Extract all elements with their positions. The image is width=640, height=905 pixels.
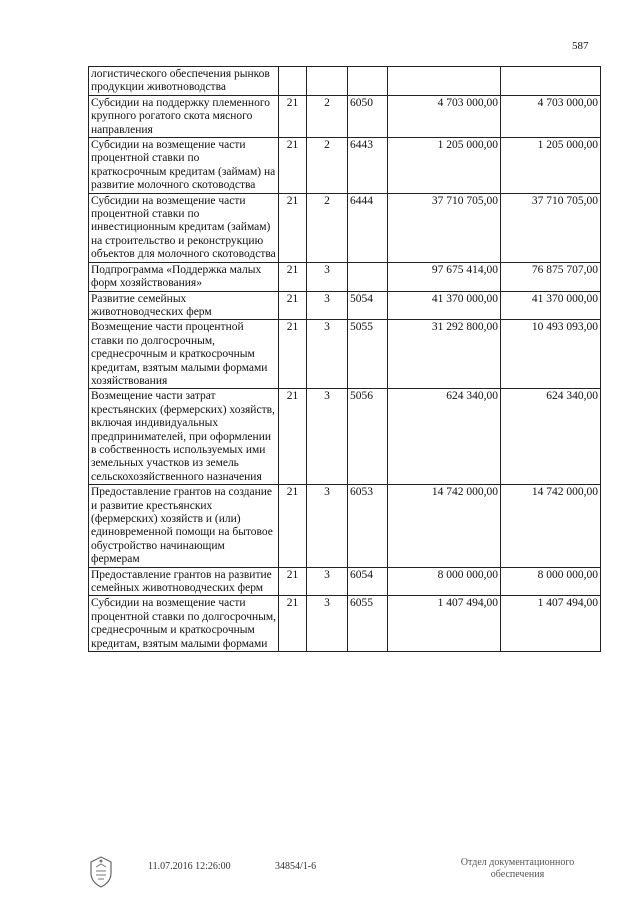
row-amount-2: 76 875 707,00 xyxy=(501,262,601,291)
row-code-1 xyxy=(279,67,307,96)
row-code-1: 21 xyxy=(279,320,307,389)
row-code-1: 21 xyxy=(279,389,307,485)
row-code-3: 5055 xyxy=(348,320,388,389)
row-code-2: 3 xyxy=(307,485,348,567)
row-code-3: 6053 xyxy=(348,485,388,567)
row-name: Субсидии на поддержку племенного крупного рогатого скота мясного направления xyxy=(89,95,279,137)
row-code-3 xyxy=(348,262,388,291)
row-amount-2: 41 370 000,00 xyxy=(501,291,601,320)
row-code-1: 21 xyxy=(279,291,307,320)
row-name: Предоставление грантов на развитие семейных животноводческих ферм xyxy=(89,567,279,596)
row-code-2: 3 xyxy=(307,291,348,320)
row-amount-1 xyxy=(388,67,501,96)
footer-department-line1: Отдел документационного xyxy=(460,857,575,868)
row-amount-1: 31 292 800,00 xyxy=(388,320,501,389)
row-name: Возмещение части процентной ставки по долгосрочным, среднесрочным и краткосрочным кредитам, взятым малыми формами хозяйствования xyxy=(89,320,279,389)
row-code-2: 3 xyxy=(307,596,348,652)
row-code-2: 3 xyxy=(307,262,348,291)
table-row xyxy=(89,95,601,137)
table-row xyxy=(89,389,601,485)
row-code-3: 5054 xyxy=(348,291,388,320)
row-code-2: 3 xyxy=(307,320,348,389)
row-amount-2: 10 493 093,00 xyxy=(501,320,601,389)
footer-department-line2: обеспечения xyxy=(490,869,545,880)
table-row xyxy=(89,485,601,567)
row-code-2: 3 xyxy=(307,567,348,596)
row-name: логистического обеспечения рынков продукции животноводства xyxy=(89,67,279,96)
row-code-1: 21 xyxy=(279,485,307,567)
row-code-3: 6444 xyxy=(348,193,388,262)
footer-doc-number: 34854/1-6 xyxy=(275,861,317,872)
footer-department xyxy=(440,857,595,881)
row-code-3: 6055 xyxy=(348,596,388,652)
row-code-1: 21 xyxy=(279,138,307,194)
table-row xyxy=(89,567,601,596)
row-amount-2: 1 407 494,00 xyxy=(501,596,601,652)
row-name: Подпрограмма «Поддержка малых форм хозяйствования» xyxy=(89,262,279,291)
row-code-2: 2 xyxy=(307,95,348,137)
row-code-3: 6054 xyxy=(348,567,388,596)
row-amount-2: 1 205 000,00 xyxy=(501,138,601,194)
row-amount-2: 624 340,00 xyxy=(501,389,601,485)
table-row xyxy=(89,67,601,96)
row-name: Возмещение части затрат крестьянских (фермерских) хозяйств, включая индивидуальных предпринимателей, при оформлении в собственность используемых ими земельных участков из земель сельскохозяйственного назначения xyxy=(89,389,279,485)
row-code-3: 6443 xyxy=(348,138,388,194)
row-amount-1: 41 370 000,00 xyxy=(388,291,501,320)
row-code-2 xyxy=(307,67,348,96)
row-code-1: 21 xyxy=(279,567,307,596)
row-amount-1: 4 703 000,00 xyxy=(388,95,501,137)
row-amount-2 xyxy=(501,67,601,96)
table-row xyxy=(89,596,601,652)
row-amount-2: 14 742 000,00 xyxy=(501,485,601,567)
row-code-1: 21 xyxy=(279,596,307,652)
row-name: Развитие семейных животноводческих ферм xyxy=(89,291,279,320)
table-row xyxy=(89,138,601,194)
table-row xyxy=(89,262,601,291)
budget-table xyxy=(88,66,601,652)
row-name: Предоставление грантов на создание и развитие крестьянских (фермерских) хозяйств и (или) единовременной помощи на бытовое обустройство начинающим фермерам xyxy=(89,485,279,567)
row-name: Субсидии на возмещение части процентной ставки по инвестиционным кредитам (займам) на строительство и реконструкцию объектов для молочного скотоводства xyxy=(89,193,279,262)
row-code-1: 21 xyxy=(279,95,307,137)
table-row xyxy=(89,291,601,320)
row-amount-1: 37 710 705,00 xyxy=(388,193,501,262)
row-code-3: 6050 xyxy=(348,95,388,137)
row-amount-2: 37 710 705,00 xyxy=(501,193,601,262)
row-code-2: 2 xyxy=(307,138,348,194)
page-footer xyxy=(0,855,640,895)
coat-of-arms-icon xyxy=(84,855,118,889)
row-name: Субсидии на возмещение части процентной ставки по краткосрочным кредитам (займам) на развитие молочного скотоводства xyxy=(89,138,279,194)
row-code-2: 3 xyxy=(307,389,348,485)
row-code-1: 21 xyxy=(279,262,307,291)
row-amount-1: 97 675 414,00 xyxy=(388,262,501,291)
row-code-3 xyxy=(348,67,388,96)
row-amount-1: 8 000 000,00 xyxy=(388,567,501,596)
row-amount-1: 14 742 000,00 xyxy=(388,485,501,567)
table-row xyxy=(89,320,601,389)
row-code-2: 2 xyxy=(307,193,348,262)
row-amount-2: 4 703 000,00 xyxy=(501,95,601,137)
row-amount-1: 624 340,00 xyxy=(388,389,501,485)
row-code-1: 21 xyxy=(279,193,307,262)
row-code-3: 5056 xyxy=(348,389,388,485)
row-amount-1: 1 407 494,00 xyxy=(388,596,501,652)
row-amount-1: 1 205 000,00 xyxy=(388,138,501,194)
footer-date: 11.07.2016 12:26:00 xyxy=(148,861,231,872)
row-name: Субсидии на возмещение части процентной ставки по долгосрочным, среднесрочным и краткосрочным кредитам, взятым малыми формами xyxy=(89,596,279,652)
page-number: 587 xyxy=(572,40,589,52)
row-amount-2: 8 000 000,00 xyxy=(501,567,601,596)
table-row xyxy=(89,193,601,262)
